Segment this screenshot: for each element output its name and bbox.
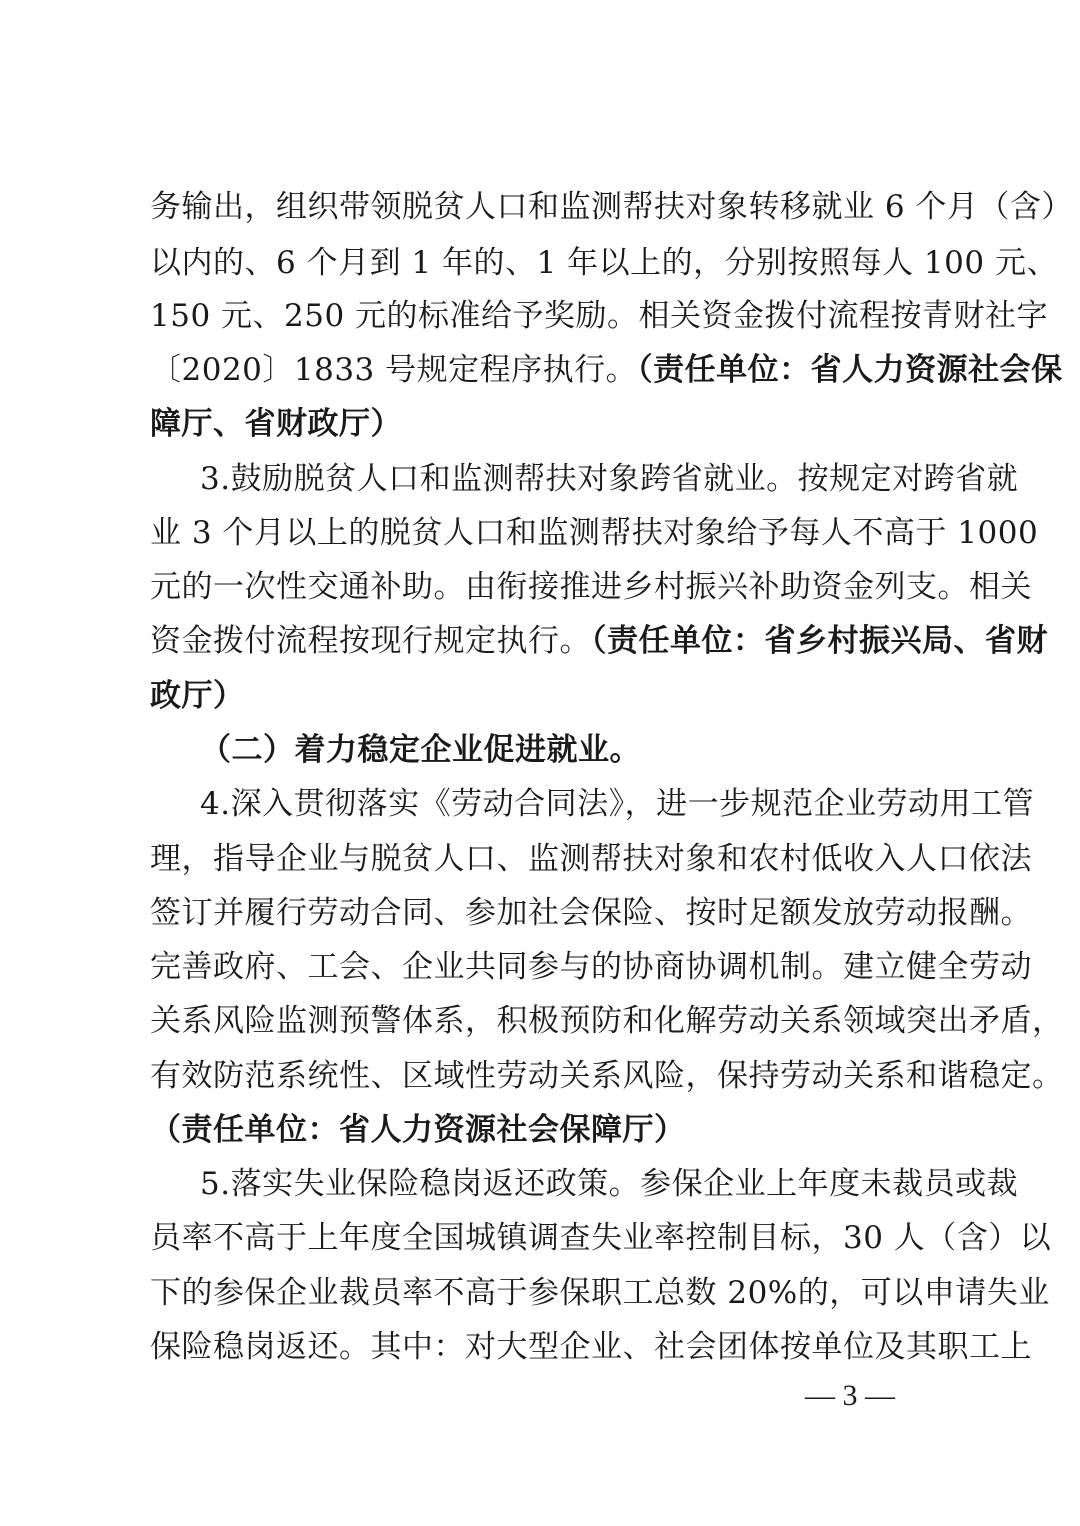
- page-number: — 3 —: [805, 1379, 895, 1412]
- text-line: 签订并履行劳动合同、参加社会保险、按时足额发放劳动报酬。: [150, 895, 1032, 931]
- text-line: 理，指导企业与脱贫人口、监测帮扶对象和农村低收入人口依法: [150, 841, 1032, 877]
- text-line: 务输出，组织带领脱贫人口和监测帮扶对象转移就业 6 个月（含）: [150, 189, 1073, 225]
- text-line: 员率不高于上年度全国城镇调查失业率控制目标，30 人（含）以: [150, 1220, 1052, 1256]
- text-line: 政厅）: [150, 678, 245, 714]
- paragraph-start: 4.深入贯彻落实《劳动合同法》，进一步规范企业劳动用工管: [200, 786, 1035, 822]
- text-line: 保险稳岗返还。其中：对大型企业、社会团体按单位及其职工上: [150, 1329, 1032, 1365]
- text-line: 下的参保企业裁员率不高于参保职工总数 20%的，可以申请失业: [150, 1275, 1050, 1311]
- text-line: 有效防范系统性、区域性劳动关系风险，保持劳动关系和谐稳定。: [150, 1058, 1064, 1094]
- text-line: 完善政府、工会、企业共同参与的协商协调机制。建立健全劳动: [150, 949, 1032, 985]
- text-line: 以内的、6 个月到 1 年的、1 年以上的，分别按照每人 100 元、: [150, 245, 1058, 281]
- section-heading: （二）着力稳定企业促进就业。: [200, 732, 641, 768]
- text-line: （责任单位：省人力资源社会保障厅）: [150, 1112, 686, 1148]
- paragraph-start: 5.落实失业保险稳岗返还政策。参保企业上年度未裁员或裁: [200, 1166, 1019, 1202]
- text-line: 150 元、250 元的标准给予奖励。相关资金拨付流程按青财社字: [150, 298, 1049, 334]
- paragraph-start: 3.鼓励脱贫人口和监测帮扶对象跨省就业。按规定对跨省就: [200, 461, 1019, 497]
- text-line: 资金拨付流程按现行规定执行。（责任单位：省乡村振兴局、省财: [150, 623, 1048, 659]
- text-line: 业 3 个月以上的脱贫人口和监测帮扶对象给予每人不高于 1000: [150, 515, 1039, 551]
- text-line: 元的一次性交通补助。由衔接推进乡村振兴补助资金列支。相关: [150, 569, 1032, 605]
- text-line: 关系风险监测预警体系，积极预防和化解劳动关系领域突出矛盾，: [150, 1003, 1064, 1039]
- text-line: 障厅、省财政厅）: [150, 406, 402, 442]
- text-line: 〔2020〕1833 号规定程序执行。（责任单位：省人力资源社会保: [150, 352, 1063, 388]
